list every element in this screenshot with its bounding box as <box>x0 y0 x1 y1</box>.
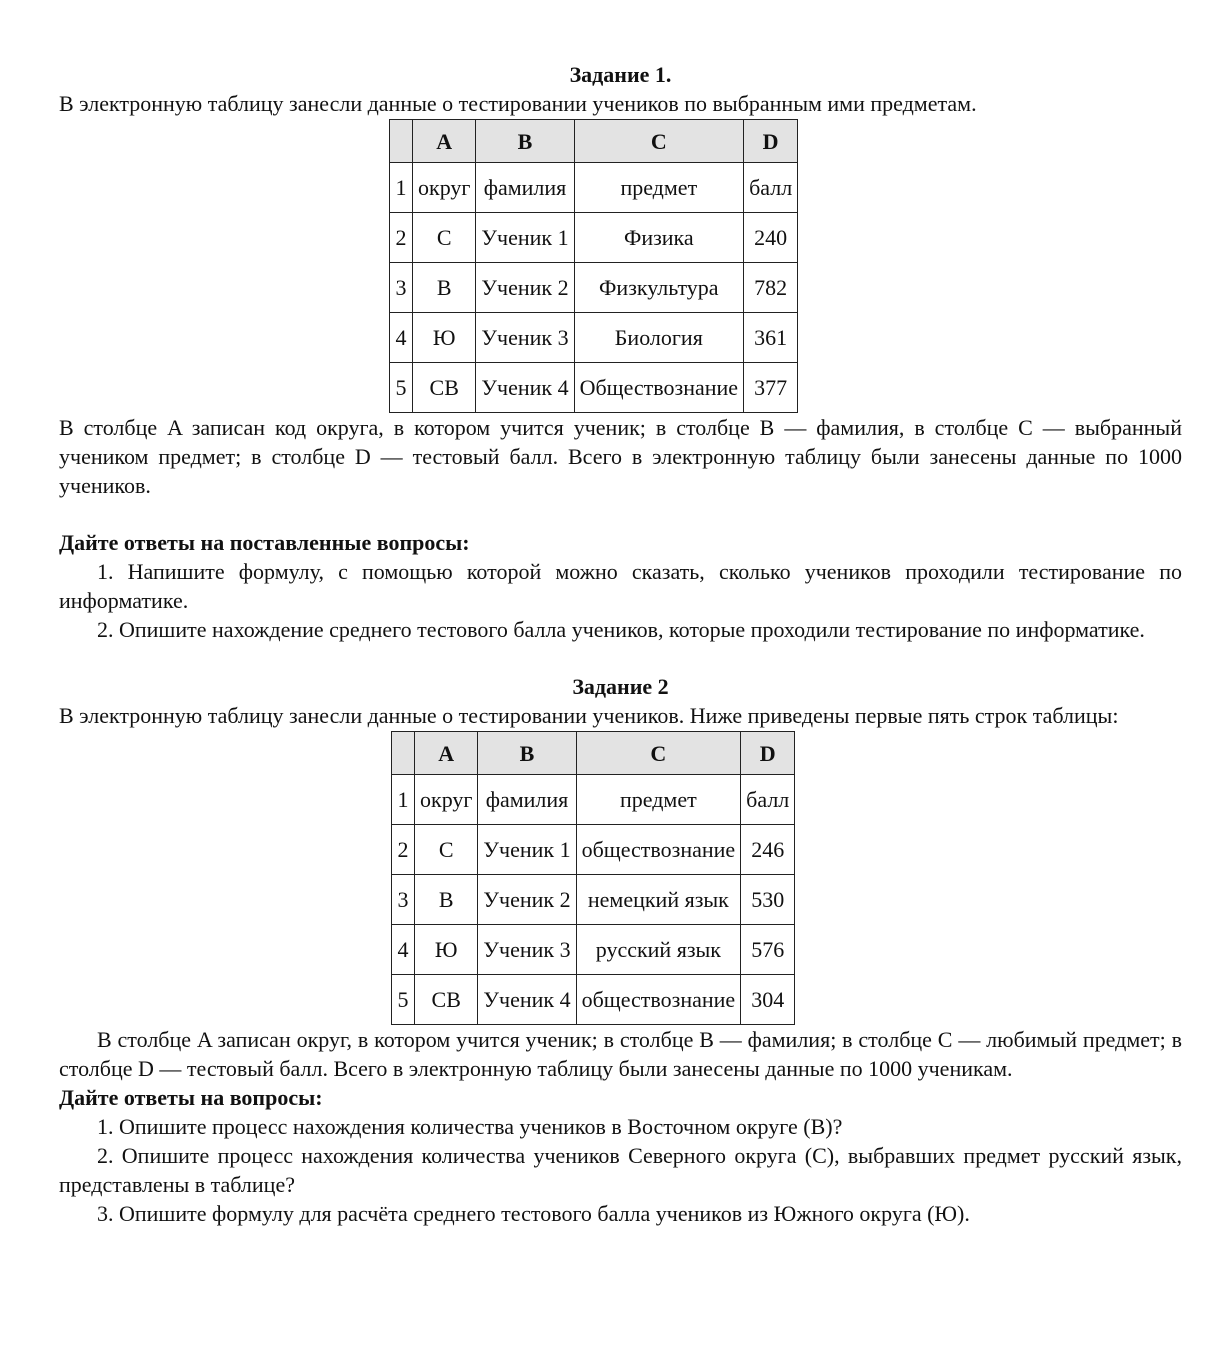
task1-question: 2. Опишите нахождение среднего тестового балла учеников, которые проходили тестирование по информатике. <box>97 617 1145 642</box>
task2-question: 3. Опишите формулу для расчёта среднего тестового балла учеников из Южного округа (Ю). <box>97 1201 970 1226</box>
task2-question: 1. Опишите процесс нахождения количества учеников в Восточном округе (В)? <box>97 1114 843 1139</box>
task2-question: 2. Опишите процесс нахождения количества учеников Северного округа (С), выбравших предмет русский язык, представлены в таблице? <box>59 1143 1182 1197</box>
table-cell: Ю <box>415 925 478 975</box>
column-header: B <box>478 732 576 775</box>
table-row <box>392 775 795 825</box>
table-cell: СВ <box>413 363 476 413</box>
row-number: 1 <box>390 163 413 213</box>
table-cell: фамилия <box>476 163 574 213</box>
column-header: D <box>741 732 795 775</box>
task1-description: В столбце A записан код округа, в котором учится ученик; в столбце B — фамилия, в столбце C — выбранный учеником предмет; в столбце D — тестовый балл. Всего в электронную таблицу были занесены данные по 1000 учеников. <box>59 415 1182 498</box>
table-cell: Ученик 1 <box>476 213 574 263</box>
task1-questions-heading: Дайте ответы на поставленные вопросы: <box>59 530 470 555</box>
table-cell: Ученик 2 <box>478 875 576 925</box>
table-cell: обществознание <box>576 825 741 875</box>
column-header: B <box>476 120 574 163</box>
document-page <box>59 60 1182 1228</box>
task2-intro: В электронную таблицу занесли данные о тестировании учеников. Ниже приведены первые пять строк таблицы: <box>59 703 1119 728</box>
table-row <box>390 163 798 213</box>
row-number: 5 <box>392 975 415 1025</box>
table-cell: балл <box>744 163 798 213</box>
row-number: 4 <box>392 925 415 975</box>
table-row <box>390 263 798 313</box>
table-cell: немецкий язык <box>576 875 741 925</box>
table-cell: предмет <box>576 775 741 825</box>
table-cell: Обществознание <box>574 363 744 413</box>
table-cell: русский язык <box>576 925 741 975</box>
table-cell: 576 <box>741 925 795 975</box>
row-number: 2 <box>390 213 413 263</box>
table-cell: В <box>415 875 478 925</box>
column-header: A <box>415 732 478 775</box>
table-cell: 782 <box>744 263 798 313</box>
table-cell: 377 <box>744 363 798 413</box>
row-number: 2 <box>392 825 415 875</box>
table-row <box>390 363 798 413</box>
task2-description: В столбце A записан округ, в котором учится ученик; в столбце B — фамилия; в столбце C — любимый предмет; в столбце D — тестовый балл. Всего в электронную таблицу были занесены данные по 1000 ученикам. <box>59 1027 1182 1081</box>
column-header: A <box>413 120 476 163</box>
table-cell: Ученик 3 <box>478 925 576 975</box>
table-cell: округ <box>413 163 476 213</box>
column-header-row <box>390 120 798 163</box>
row-number: 3 <box>390 263 413 313</box>
table-cell: обществознание <box>576 975 741 1025</box>
column-header-row <box>392 732 795 775</box>
column-header: D <box>744 120 798 163</box>
table-cell: СВ <box>415 975 478 1025</box>
table-cell: Ученик 4 <box>478 975 576 1025</box>
table-cell: 304 <box>741 975 795 1025</box>
task1-spreadsheet-table <box>389 119 798 413</box>
table-cell: Физкультура <box>574 263 744 313</box>
table-cell: округ <box>415 775 478 825</box>
table-cell: предмет <box>574 163 744 213</box>
corner-cell <box>392 732 415 775</box>
column-header: C <box>574 120 744 163</box>
table-cell: Ученик 2 <box>476 263 574 313</box>
corner-cell <box>390 120 413 163</box>
table-cell: фамилия <box>478 775 576 825</box>
table-row <box>390 213 798 263</box>
table-cell: Ученик 3 <box>476 313 574 363</box>
table-cell: Физика <box>574 213 744 263</box>
table-cell: В <box>413 263 476 313</box>
table-cell: 240 <box>744 213 798 263</box>
task2-questions-heading: Дайте ответы на вопросы: <box>59 1085 323 1110</box>
table-row <box>392 825 795 875</box>
task2-title: Задание 2 <box>572 674 669 699</box>
task2-spreadsheet-table <box>391 731 795 1025</box>
table-cell: Биология <box>574 313 744 363</box>
task1-question: 1. Напишите формулу, с помощью которой можно сказать, сколько учеников проходили тестирование по информатике. <box>59 559 1182 613</box>
table-row <box>392 975 795 1025</box>
table-cell: 246 <box>741 825 795 875</box>
column-header: C <box>576 732 741 775</box>
table-cell: 361 <box>744 313 798 363</box>
table-cell: Ученик 4 <box>476 363 574 413</box>
table-cell: С <box>415 825 478 875</box>
row-number: 4 <box>390 313 413 363</box>
task1-intro: В электронную таблицу занесли данные о тестировании учеников по выбранным ими предметам. <box>59 91 977 116</box>
table-cell: 530 <box>741 875 795 925</box>
table-cell: балл <box>741 775 795 825</box>
table-row <box>392 875 795 925</box>
row-number: 3 <box>392 875 415 925</box>
row-number: 1 <box>392 775 415 825</box>
table-cell: С <box>413 213 476 263</box>
table-cell: Ю <box>413 313 476 363</box>
task1-title: Задание 1. <box>569 62 672 87</box>
row-number: 5 <box>390 363 413 413</box>
table-row <box>390 313 798 363</box>
table-row <box>392 925 795 975</box>
table-cell: Ученик 1 <box>478 825 576 875</box>
